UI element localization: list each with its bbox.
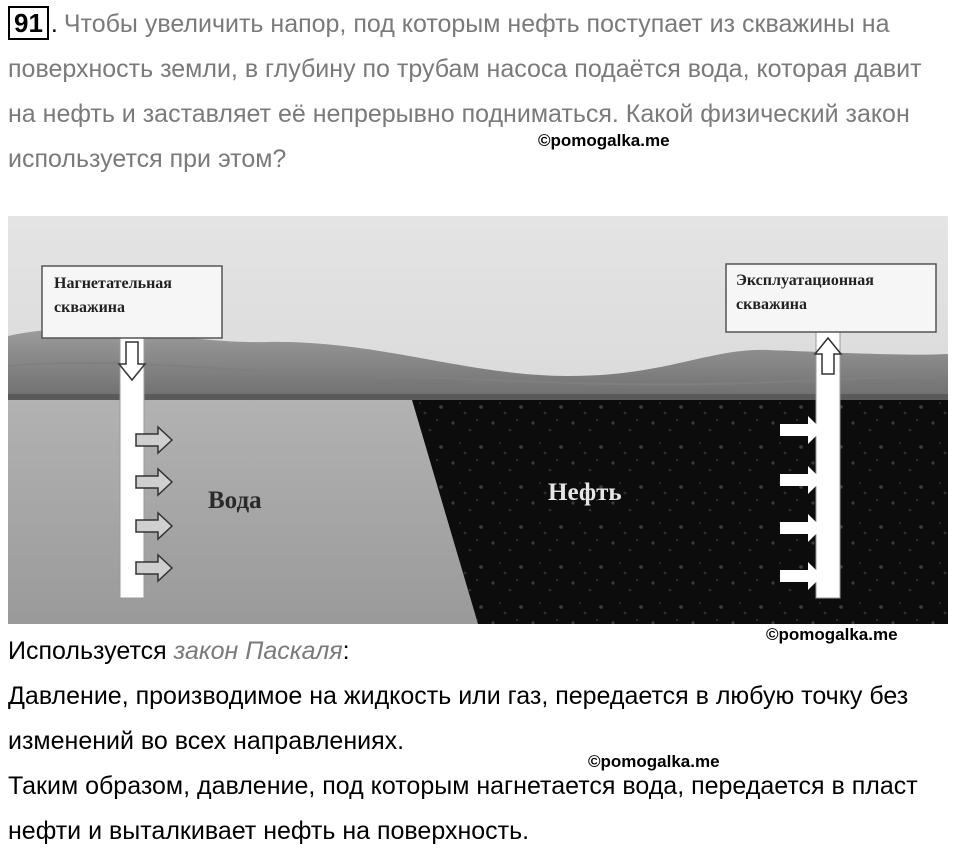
oil-well-diagram [8, 216, 948, 624]
oil-texture [412, 400, 948, 624]
answer [8, 629, 956, 854]
diagram-svg [8, 216, 948, 624]
production-well-label-line2: скважина [736, 296, 807, 313]
oil-label: Нефть [548, 479, 622, 506]
watermark-top: ©pomogalka.me [538, 131, 670, 150]
question-number: 91 [8, 6, 49, 40]
injection-well-label-line1: Нагнетательная [54, 275, 172, 292]
answer-intro: Используется [8, 637, 174, 665]
answer-definition: Давление, производимое на жидкость или газ, передается в любую точку без изменений во всех направлениях. [8, 682, 909, 755]
injection-well-label-line2: скважина [54, 299, 125, 316]
question-number-dot: . [50, 10, 58, 38]
answer-conclusion: Таким образом, давление, под которым нагнетается вода, передается в пласт нефти и выталкивает нефть на поверхность. [8, 772, 918, 845]
law-name: закон Паскаля [173, 637, 343, 665]
question-text: Чтобы увеличить напор, под которым нефть поступает из скважины на поверхность земли, в глубину по трубам насоса подаётся вода, которая давит на нефть и заставляет её непрерывно подниматься. Какой физический закон используется при этом? [8, 10, 922, 173]
question [8, 2, 956, 182]
ground-line [8, 394, 948, 400]
answer-colon: : [342, 637, 350, 665]
water-label: Вода [208, 487, 262, 514]
answer-intro-line [8, 629, 956, 674]
production-well-label-line1: Эксплуатационная [736, 272, 874, 289]
watermark-bottom: ©pomogalka.me [588, 752, 720, 771]
watermark-middle: ©pomogalka.me [766, 625, 898, 644]
